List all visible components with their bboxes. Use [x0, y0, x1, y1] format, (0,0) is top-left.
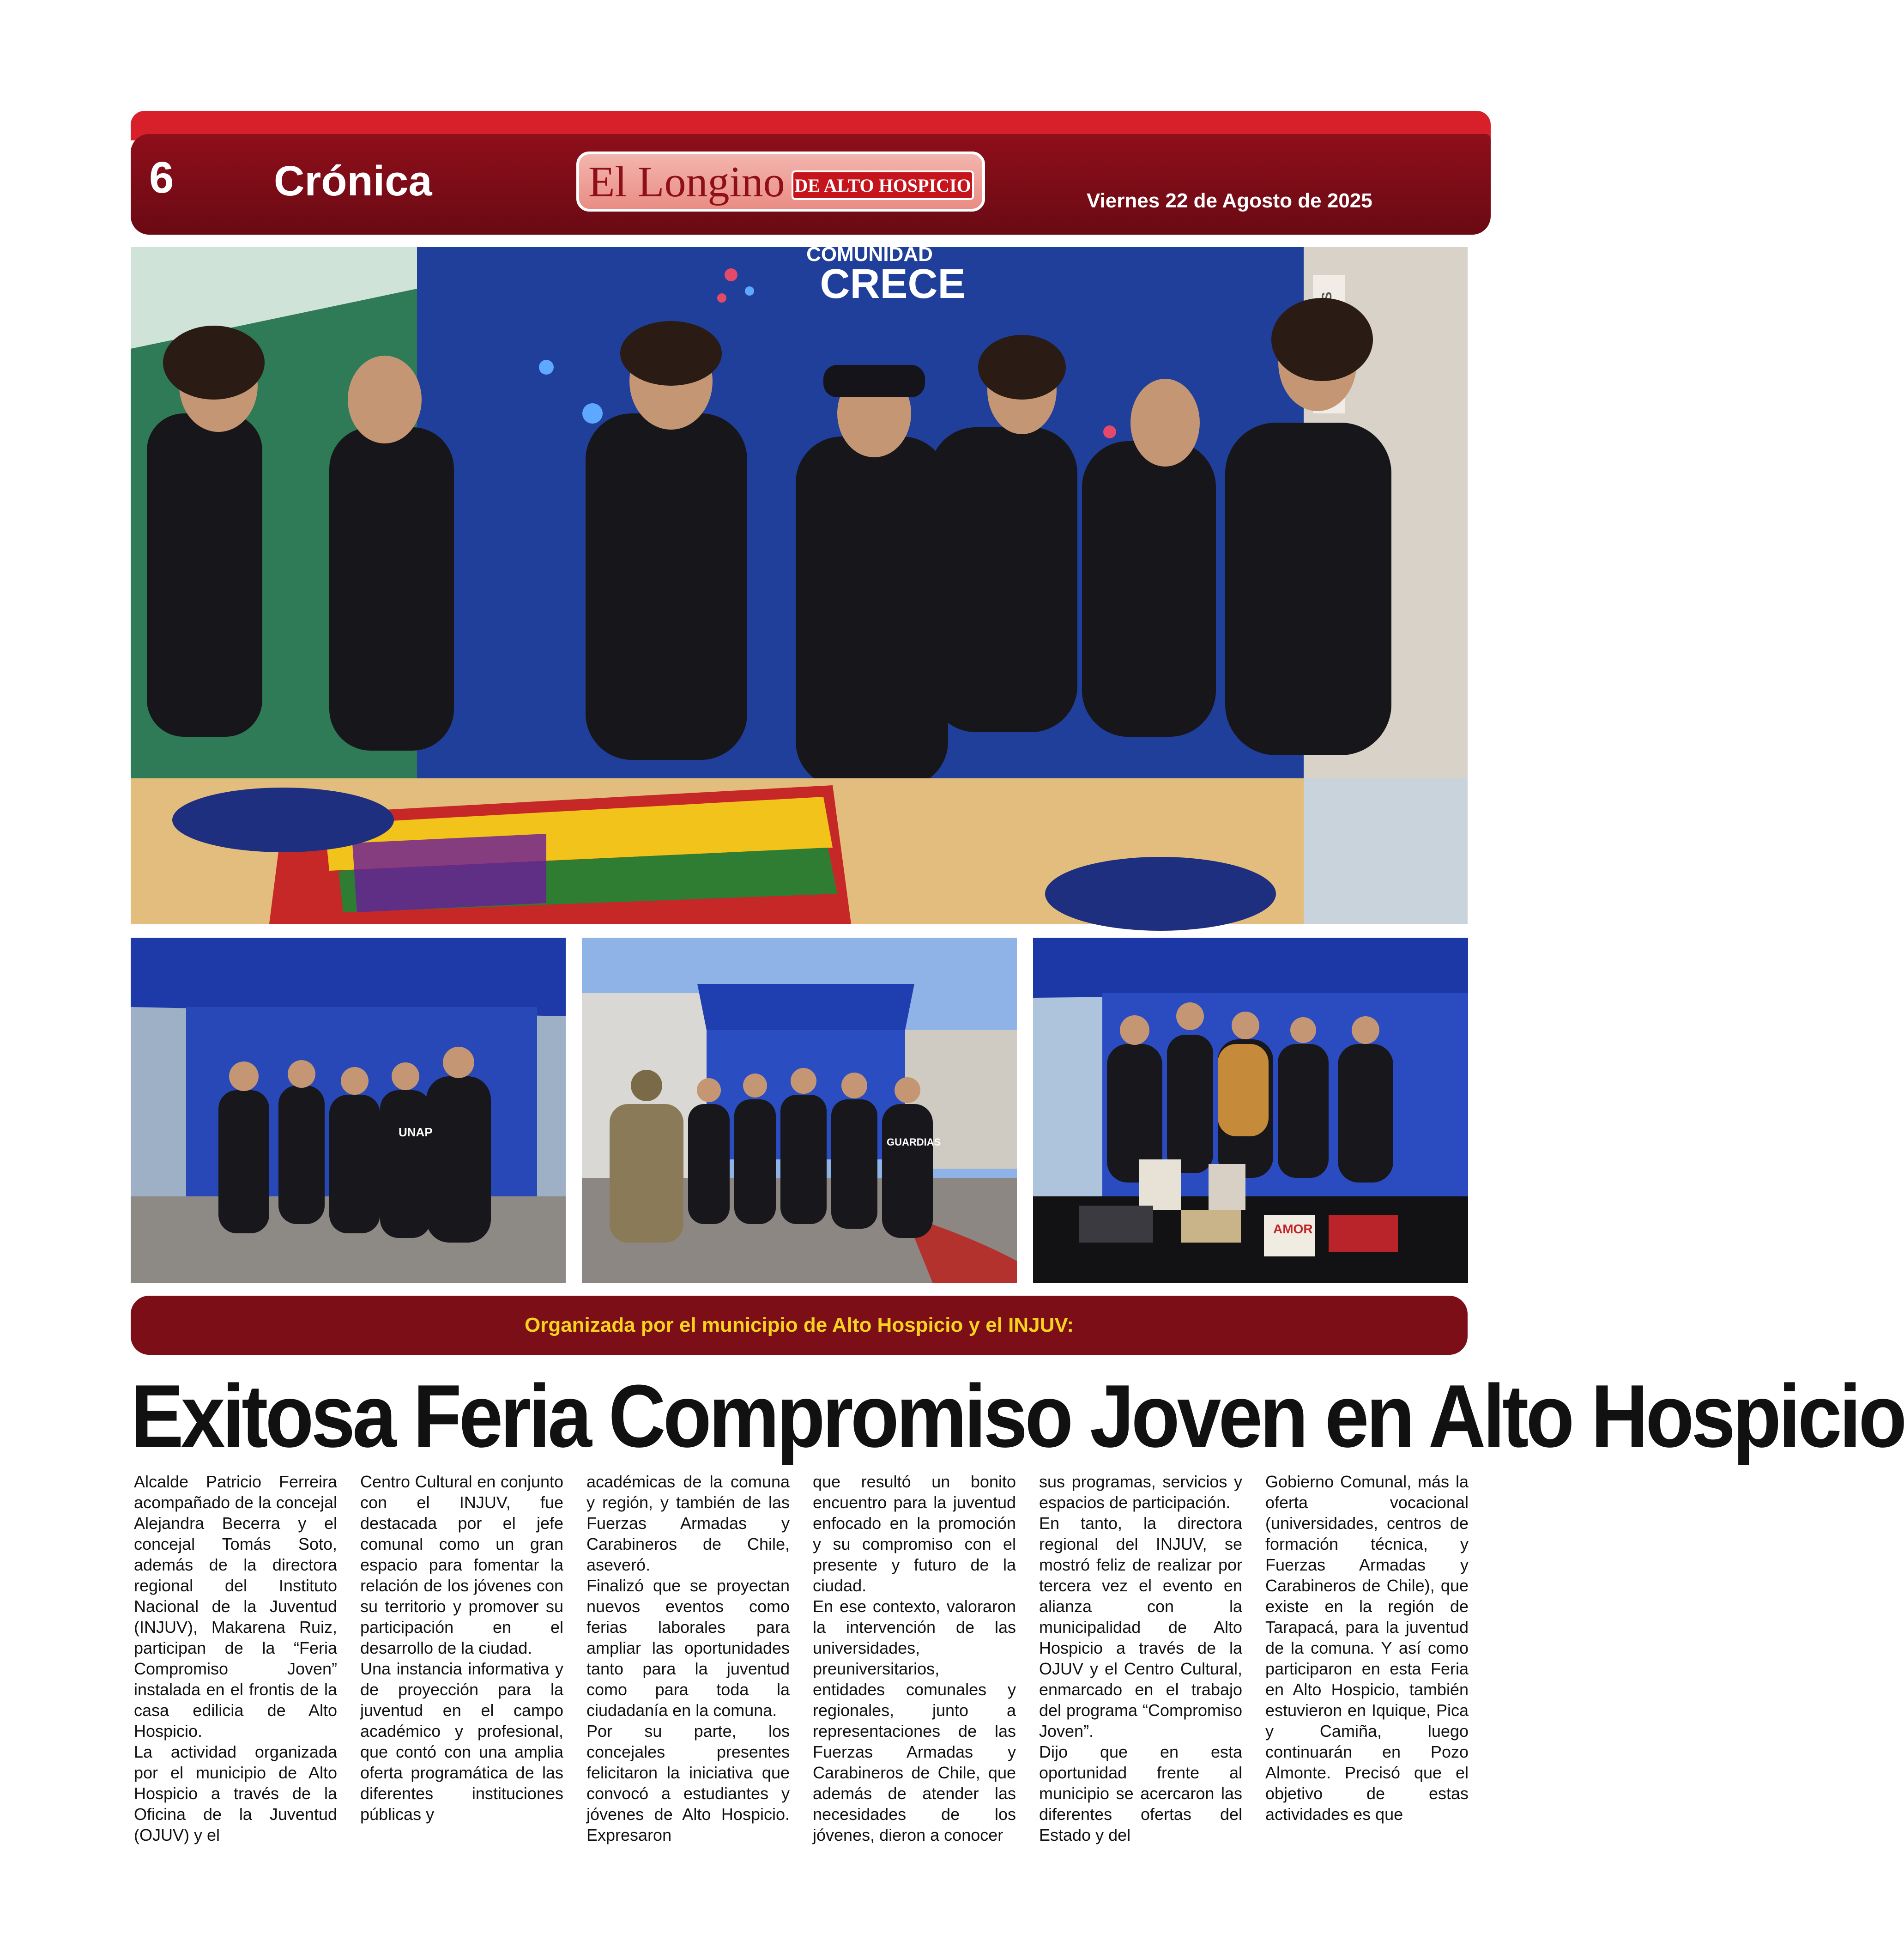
article-kicker: Organizada por el municipio de Alto Hospicio y el INJUV: [131, 1296, 1468, 1355]
paragraph: Dijo que en esta oportunidad frente al municipio se acercaron las diferentes ofertas del Estado y del [1039, 1742, 1242, 1844]
paragraph: académicas de la comuna y región, y también de las Fuerzas Armadas y Carabineros de Chile, aseveró. [586, 1472, 790, 1574]
paragraph: Alcalde Patricio Ferreira acompañado de la concejal Alejandra Becerra y el concejal Tomás Soto, además de la directora regional del Instituto Nacional de la Juventud (INJUV), Makarena Ruiz, participan de la “Feria Compromiso Joven” instalada en el frontis de la casa edilicia de Alto Hospicio. [134, 1472, 337, 1741]
article-column-6 [1265, 1471, 1469, 1825]
page-number: 6 [149, 153, 174, 202]
logo-name: El Longino [588, 158, 785, 206]
svg-text:CRECE: CRECE [820, 261, 966, 307]
svg-text:UNAP: UNAP [399, 1125, 433, 1139]
header-band [131, 134, 1491, 235]
paragraph: Una instancia informativa y de proyección para la juventud en el campo académico y profesional, que contó con una amplia oferta programática de las diferentes instituciones públicas y [360, 1659, 563, 1824]
svg-text:COMUNIDAD: COMUNIDAD [806, 243, 933, 266]
photo-unap-stand [131, 938, 566, 1283]
svg-text:GUARDIAS: GUARDIAS [887, 1136, 941, 1148]
paragraph: Centro Cultural en conjunto con el INJUV, fue destacada por el jefe comunal como un gran espacio para fomentar la relación de los jóvenes con su territorio y promover su participación en el desarrollo de la ciudad. [360, 1472, 563, 1657]
paragraph: Finalizó que se proyectan nuevos eventos como ferias laborales para ampliar las oportunidades tanto para la juventud como para toda la ciudadanía en la comuna. [586, 1576, 790, 1720]
photo-books-stand [1033, 938, 1468, 1283]
logo-subtitle: DE ALTO HOSPICIO [792, 170, 974, 200]
paragraph: La actividad organizada por el municipio de Alto Hospicio a través de la Oficina de la Juventud (OJUV) y el [134, 1742, 337, 1844]
newspaper-logo [576, 152, 985, 212]
page-header [131, 111, 1491, 235]
article-column-2 [360, 1471, 563, 1825]
issue-date: Viernes 22 de Agosto de 2025 [1087, 189, 1372, 212]
svg-text:AMOR: AMOR [1273, 1222, 1313, 1236]
main-photo [131, 243, 1468, 924]
photo-army-stand [582, 938, 1017, 1283]
paragraph: Gobierno Comunal, más la oferta vocacional (universidades, centros de formación técnica, y Fuerzas Armadas y Carabineros de Chile), que existe en la región de Tarapacá, para la juventud de la comuna. Y así como participaron en esta Feria en Alto Hospicio, también estuvieron en Iquique, Pica y Camiña, luego continuarán en Pozo Almonte. Precisó que el objetivo de estas actividades es que [1265, 1472, 1469, 1824]
article-column-3 [586, 1471, 790, 1845]
article-column-4 [813, 1471, 1016, 1845]
section-title: Crónica [274, 158, 432, 205]
article-column-1 [134, 1471, 337, 1845]
article-column-5 [1039, 1471, 1242, 1845]
paragraph: Por su parte, los concejales presentes felicitaron la iniciativa que convocó a estudiantes y jóvenes de Alto Hospicio. Expresaron [586, 1722, 790, 1844]
paragraph: En tanto, la directora regional del INJUV, se mostró feliz de realizar por tercera vez el evento en alianza con la municipalidad de Alto Hospicio a través de la OJUV y el Centro Cultural, enmarcado en el trabajo del programa “Compromiso Joven”. [1039, 1514, 1242, 1741]
paragraph: que resultó un bonito encuentro para la juventud enfocado en la promoción y su compromiso con el presente y futuro de la ciudad. [813, 1472, 1016, 1595]
paragraph: En ese contexto, valoraron la intervención de las universidades, preuniversitarios, entidades comunales y regionales, junto a representaciones de las Fuerzas Armadas y Carabineros de Chile, que además de atender las necesidades de los jóvenes, dieron a conocer [813, 1597, 1016, 1844]
paragraph: sus programas, servicios y espacios de participación. [1039, 1472, 1242, 1512]
article-headline: Exitosa Feria Compromiso Joven en Alto Hospicio [131, 1366, 1904, 1466]
